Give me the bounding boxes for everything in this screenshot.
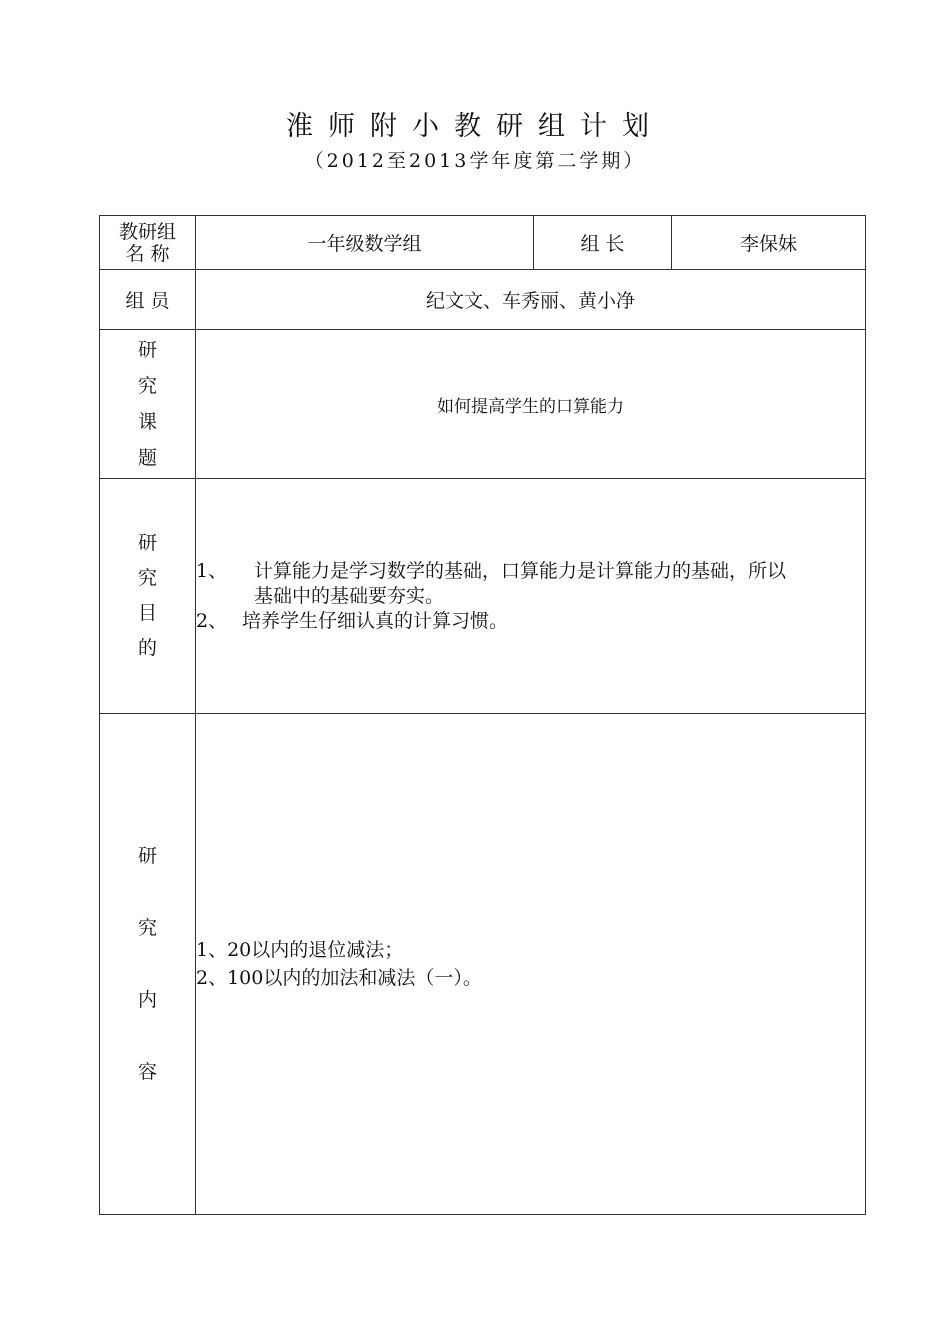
page-subtitle: （2012至2013学年度第二学期） — [304, 150, 646, 172]
purpose-label-char: 究 — [137, 567, 157, 589]
topic-label-char: 研 — [137, 339, 157, 361]
content-label-char: 研 — [137, 845, 157, 867]
purpose-item-number: 2、 — [196, 610, 228, 632]
table-row — [100, 270, 866, 330]
topic-label — [100, 330, 196, 479]
group-name-label-line1: 教研组 — [118, 220, 176, 243]
leader-value: 李保妹 — [672, 216, 866, 270]
purpose-item-number: 1、 — [196, 560, 228, 582]
page-title: 淮师附小教研组计划 — [286, 111, 664, 142]
plan-table — [99, 215, 866, 1215]
table-row — [100, 714, 866, 1215]
purpose-item — [196, 608, 865, 634]
table-row — [100, 479, 866, 714]
content-label — [100, 714, 196, 1215]
members-value: 纪文文、车秀丽、黄小净 — [196, 270, 866, 330]
table-row — [100, 330, 866, 479]
purpose-value — [196, 479, 866, 714]
topic-label-char: 题 — [137, 447, 157, 469]
purpose-label-char: 目 — [137, 602, 157, 624]
content-label-char: 究 — [137, 917, 157, 939]
purpose-item — [196, 558, 865, 584]
purpose-label-char: 的 — [137, 637, 157, 659]
content-label-char: 内 — [137, 989, 157, 1011]
topic-value: 如何提高学生的口算能力 — [196, 330, 866, 479]
table-row — [100, 216, 866, 270]
content-value — [196, 714, 866, 1215]
purpose-label-char: 研 — [137, 532, 157, 554]
leader-label: 组 长 — [534, 216, 672, 270]
purpose-item-text: 培养学生仔细认真的计算习惯。 — [242, 610, 509, 632]
purpose-item-text: 计算能力是学习数学的基础，口算能力是计算能力的基础，所以 — [254, 560, 787, 582]
content-label-char: 容 — [137, 1061, 157, 1083]
topic-label-char: 究 — [137, 375, 157, 397]
content-line: 2、100以内的加法和减法（一）。 — [196, 967, 482, 989]
content-line: 1、20以内的退位减法； — [196, 939, 404, 961]
purpose-item-continuation: 基础中的基础要夯实。 — [254, 585, 445, 607]
topic-label-char: 课 — [137, 411, 157, 433]
purpose-label — [100, 479, 196, 714]
group-name-label-line2: 名 称 — [125, 242, 170, 265]
group-name-value: 一年级数学组 — [196, 216, 534, 270]
group-name-label-cell — [100, 216, 196, 270]
members-label: 组 员 — [100, 270, 196, 330]
